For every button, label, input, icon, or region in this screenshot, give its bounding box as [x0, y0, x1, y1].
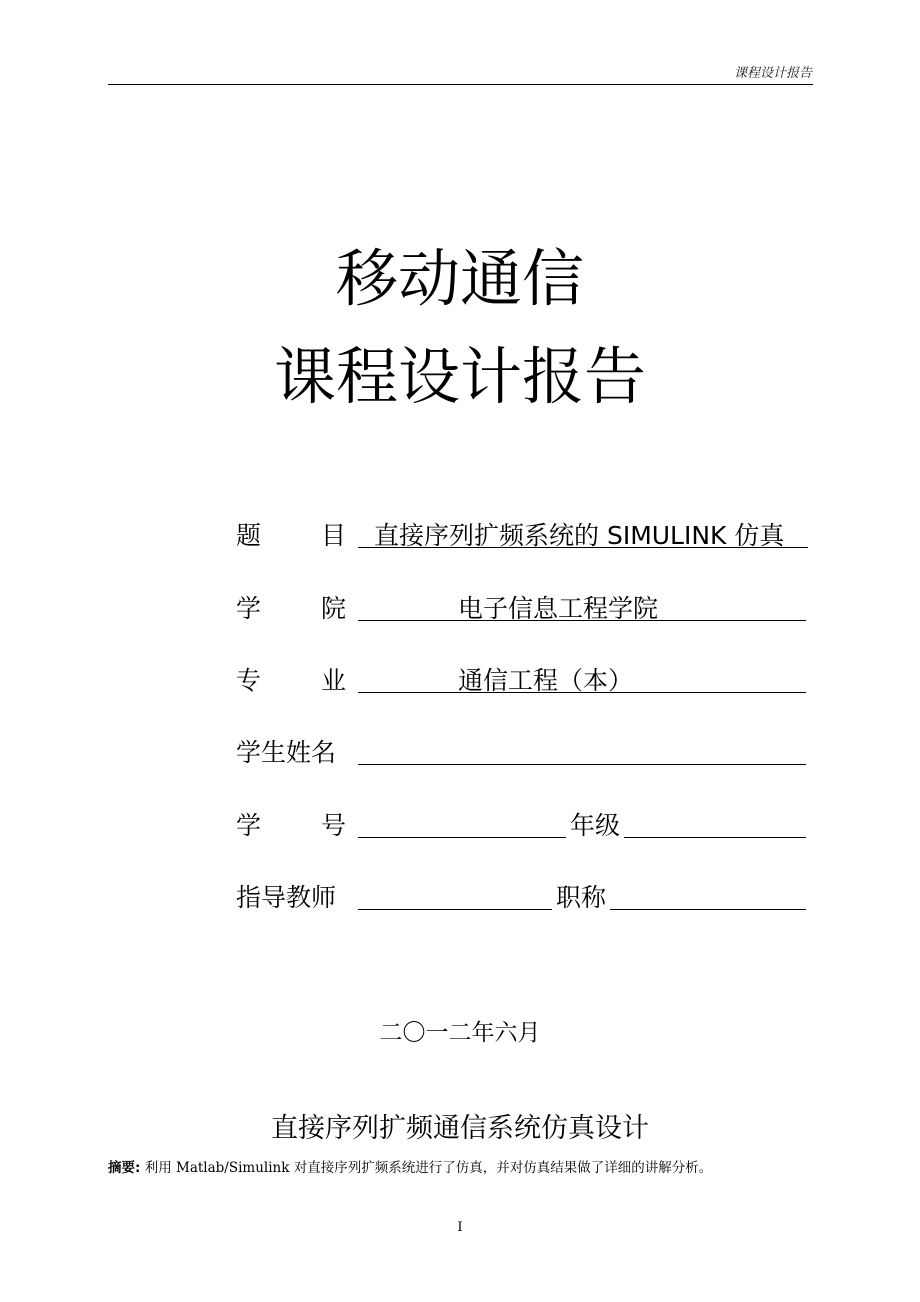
field-major-label: [236, 661, 346, 697]
field-college-label-b: 院: [320, 594, 346, 623]
cover-title-line2: 课程设计报告: [273, 340, 646, 413]
field-student-id-underline: [358, 801, 566, 838]
field-title-label: 职称: [556, 883, 607, 912]
field-advisor-underline: [358, 873, 552, 910]
field-student-id-label-b: 号: [320, 811, 346, 840]
field-topic: [236, 512, 816, 552]
cover-date: 二〇一二年六月: [379, 1020, 541, 1046]
header-rule: [108, 84, 813, 85]
field-topic-label: [236, 516, 346, 552]
cover-title-line1: 移动通信: [335, 242, 584, 315]
field-major-value: 通信工程（本）: [458, 666, 634, 695]
field-student-id-label-a: 学: [236, 811, 262, 840]
field-student-id: [236, 802, 816, 842]
abstract-label: 摘要:: [108, 1160, 141, 1176]
abstract-text: 利用 Matlab/Simulink 对直接序列扩频系统进行了仿真，并对仿真结果做了详细的讲解分析。: [144, 1160, 713, 1176]
field-college-label: [236, 589, 346, 625]
field-grade-underline: [624, 801, 806, 838]
field-advisor: [236, 874, 816, 914]
field-topic-value: 直接序列扩频系统的 SIMULINK 仿真: [374, 521, 785, 550]
page-number: I: [457, 1220, 463, 1235]
field-major-label-a: 专: [236, 666, 262, 695]
field-advisor-label: 指导教师: [236, 883, 337, 912]
document-heading: 直接序列扩频通信系统仿真设计: [271, 1113, 649, 1144]
field-student-name-label: 学生姓名: [236, 738, 337, 767]
field-student-id-label: [236, 806, 346, 842]
field-college-value: 电子信息工程学院: [458, 594, 659, 623]
field-student-name: [236, 729, 816, 769]
field-student-name-underline: [358, 728, 806, 765]
running-header: 课程设计报告: [733, 66, 812, 81]
field-topic-label-a: 题: [236, 521, 262, 550]
field-college: [236, 585, 816, 625]
field-college-label-a: 学: [236, 594, 262, 623]
abstract: [108, 1156, 712, 1176]
field-grade-label: 年级: [570, 811, 621, 840]
field-major: [236, 657, 816, 697]
field-topic-label-b: 目: [320, 521, 346, 550]
field-title-underline: [610, 873, 806, 910]
field-major-label-b: 业: [320, 666, 346, 695]
